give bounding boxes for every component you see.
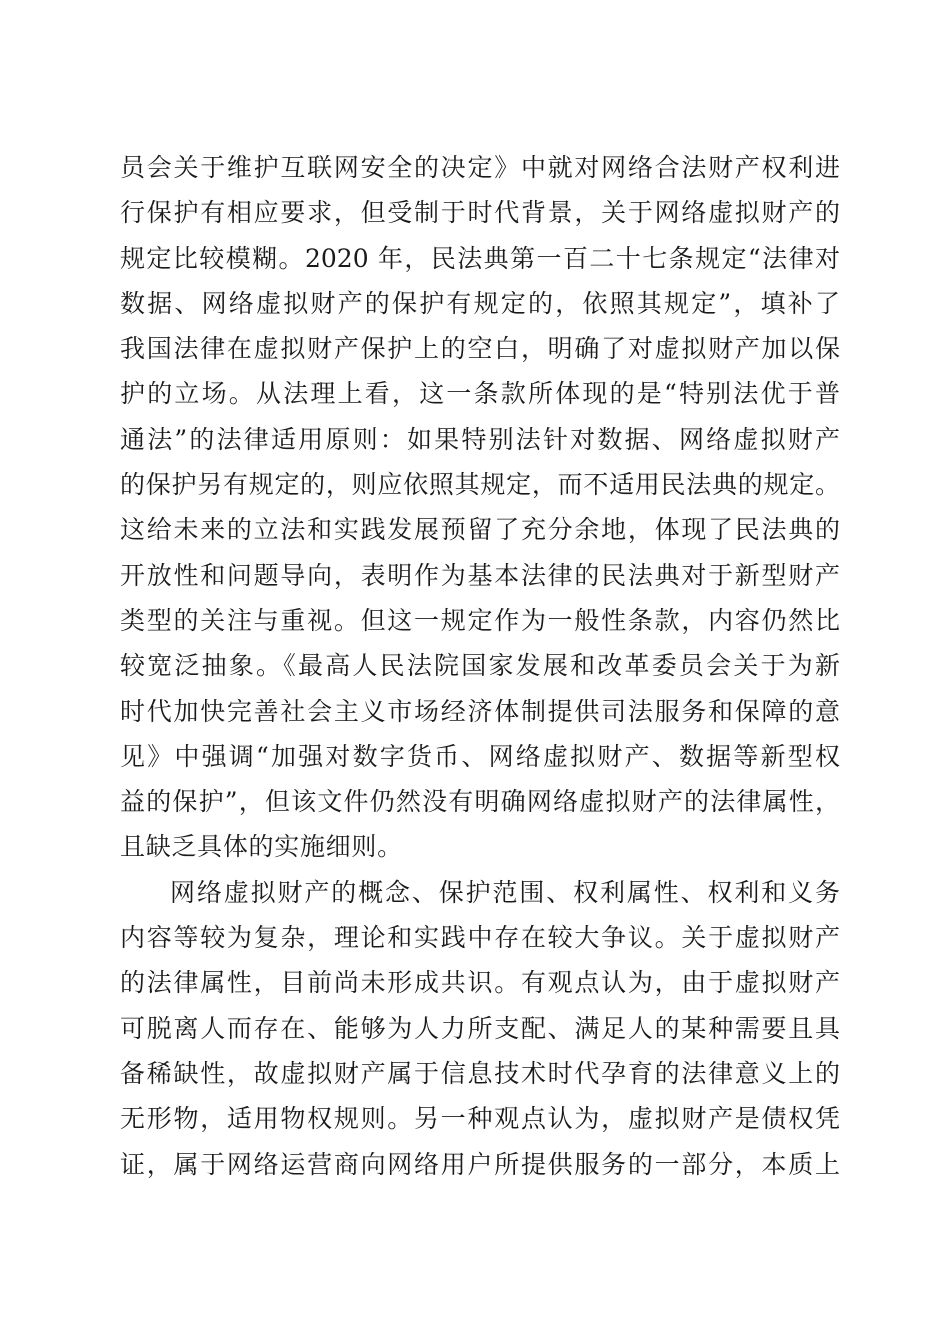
text-line: 证，属于网络运营商向网络用户所提供服务的一部分，本质上 [120,1149,840,1179]
text-line: 的法律属性，目前尚未形成共识。有观点认为，由于虚拟财产 [120,968,840,998]
text-line: 网络虚拟财产的概念、保护范围、权利属性、权利和义务 [170,877,840,907]
text-line: 无形物，适用物权规则。另一种观点认为，虚拟财产是债权凭 [120,1104,840,1134]
text-line: 且缺乏具体的实施细则。 [120,832,403,862]
text-line: 益的保护”，但该文件仍然没有明确网络虚拟财产的法律属性， [120,787,840,817]
text-line: 通法”的法律适用原则：如果特别法针对数据、网络虚拟财产 [120,424,840,454]
text-line: 内容等较为复杂，理论和实践中存在较大争议。关于虚拟财产 [120,923,840,953]
text-line: 规定比较模糊。2020 年，民法典第一百二十七条规定“法律对 [120,243,840,273]
text-line: 我国法律在虚拟财产保护上的空白，明确了对虚拟财产加以保 [120,334,840,364]
text-line: 时代加快完善社会主义市场经济体制提供司法服务和保障的意 [120,696,840,726]
text-line: 备稀缺性，故虚拟财产属于信息技术时代孕育的法律意义上的 [120,1058,840,1088]
text-line: 的保护另有规定的，则应依照其规定，而不适用民法典的规定。 [120,470,840,500]
text-line: 开放性和问题导向，表明作为基本法律的民法典对于新型财产 [120,560,840,590]
text-line: 类型的关注与重视。但这一规定作为一般性条款，内容仍然比 [120,605,840,635]
text-line: 护的立场。从法理上看，这一条款所体现的是“特别法优于普 [120,379,840,409]
text-line: 较宽泛抽象。《最高人民法院国家发展和改革委员会关于为新 [120,651,840,681]
text-line: 行保护有相应要求，但受制于时代背景，关于网络虚拟财产的 [120,198,840,228]
text-line: 数据、网络虚拟财产的保护有规定的，依照其规定”，填补了 [120,288,840,318]
body-text [120,145,840,1187]
text-line: 可脱离人而存在、能够为人力所支配、满足人的某种需要且具 [120,1013,840,1043]
text-line: 员会关于维护互联网安全的决定》中就对网络合法财产权利进 [120,153,840,182]
text-line: 这给未来的立法和实践发展预留了充分余地，体现了民法典的 [120,515,840,545]
text-line: 见》中强调“加强对数字货币、网络虚拟财产、数据等新型权 [120,741,840,771]
